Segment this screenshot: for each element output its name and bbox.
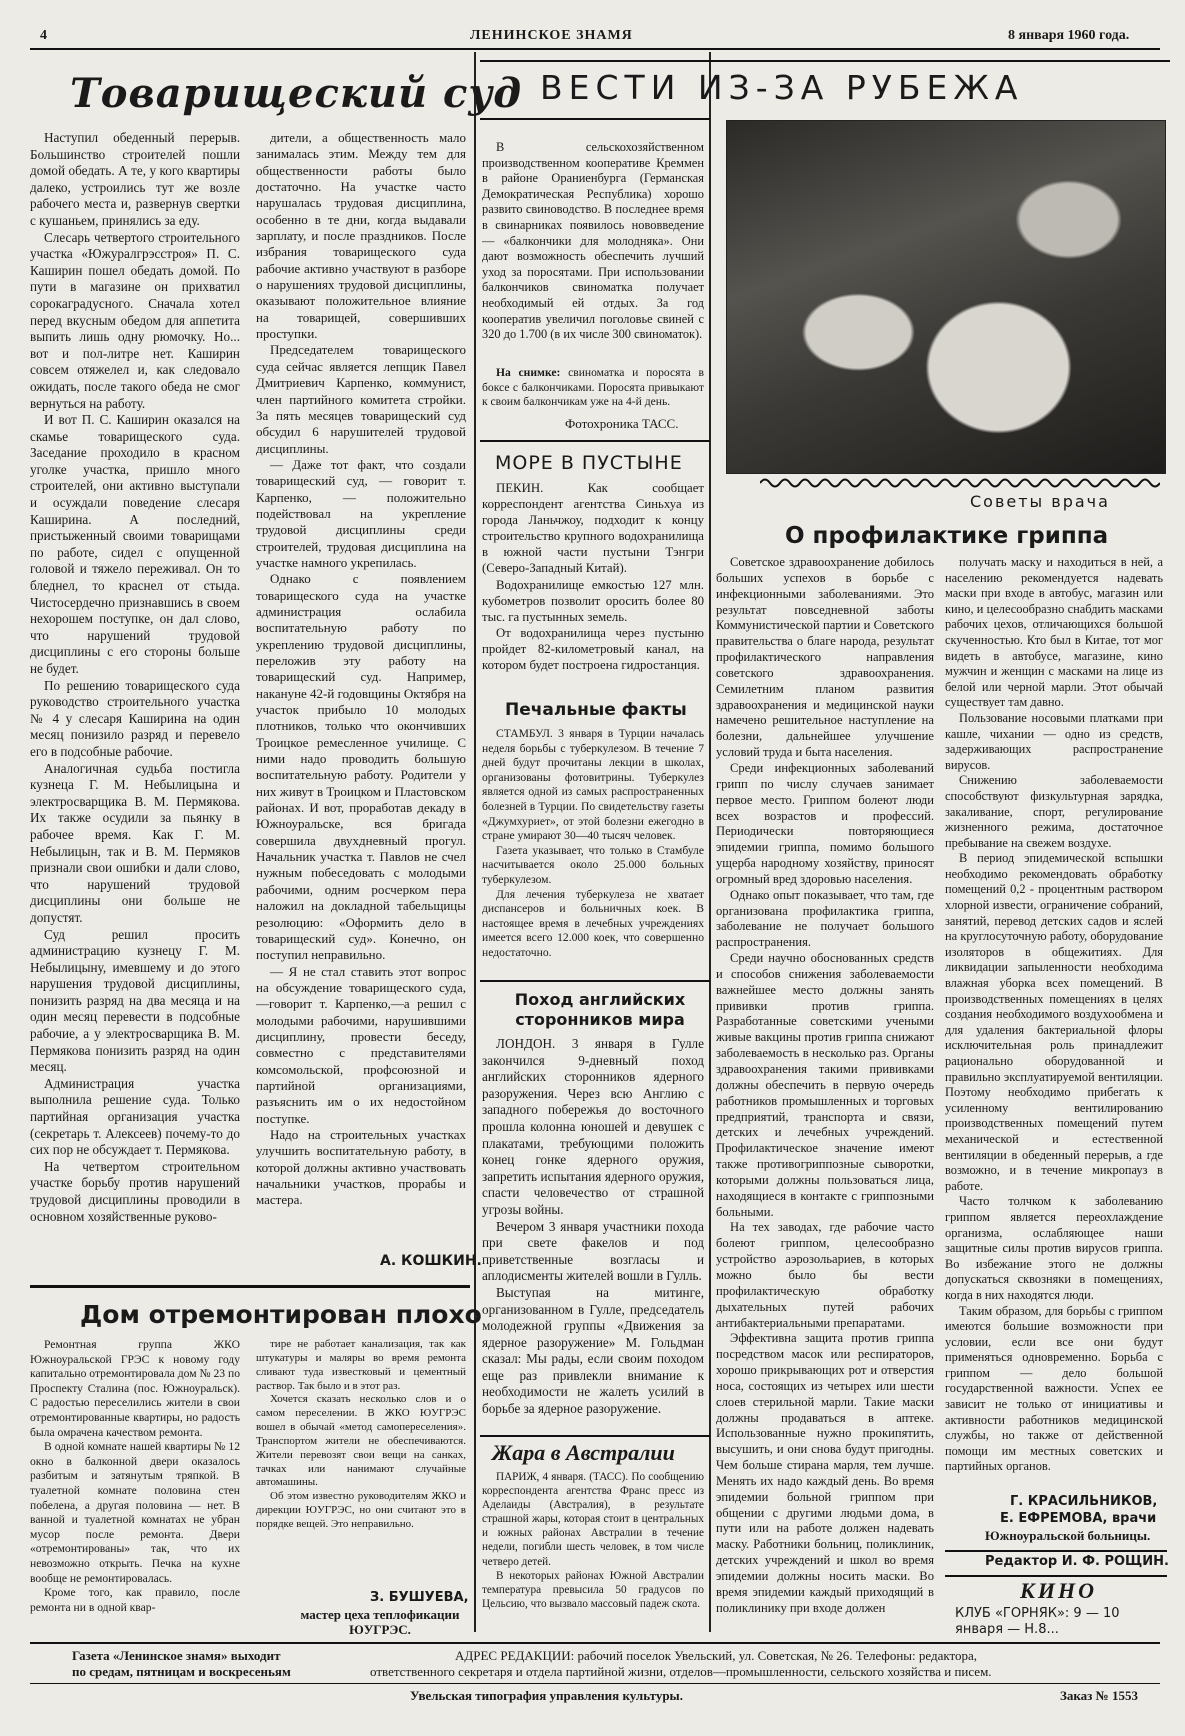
court-paragraph: По решению товарищеского суда руководство строительного участка № 4 у слесаря Каширина на один месяц понизило разряд и перевело его в подсобные рабочие. xyxy=(30,677,240,759)
court-paragraph: На четвертом строительном участке борьбу против нарушений трудовой дисциплины проводили в основном хозяйственные руково- xyxy=(30,1158,240,1224)
doctor-column-1 xyxy=(716,555,934,1625)
doctor-paragraph: получать маску и находиться в ней, а населению рекомендуется надевать маски при входе в автобус, магазин или кино, и целесообразно снабдить масками рабочих цехов, отличающихся большой скученностью. Кто был в Китае, тот мог видеть в автобусе, магазине, кино мужчин и женщин с масками на лице из белой или черной марли. Этот обычай существует там давно. xyxy=(945,555,1163,710)
header-rule xyxy=(30,48,1160,50)
editor-credit: Редактор И. Ф. РОЩИН. xyxy=(985,1554,1169,1569)
abroad-title: ВЕСТИ ИЗ-ЗА РУБЕЖА xyxy=(540,68,1024,107)
house-paragraph: Об этом известно руководителям ЖКО и дирекции ЮУГРЭС, но они считают это в порядке вещей. Это неправильно. xyxy=(256,1490,466,1530)
column-rule-2 xyxy=(709,52,711,1632)
court-paragraph: Председателем товарищеского суда сейчас является лепщик Павел Дмитриевич Карпенко, коммунист, член партийного комитета стройки. За пять месяцев товарищеский суд обсудил 6 нарушителей трудовой дисциплины. xyxy=(256,342,466,456)
pig-photo xyxy=(726,120,1166,474)
abroad-under-rule xyxy=(480,118,710,120)
doctor-paragraph: Эффективна защита против гриппа посредством масок или респираторов, хорошо прикрывающих рот и отверстия носа, состоящих из четырех или шести слоев стерильной марли. Такие маски должны продаваться в аптеке. Использованные нужно прокипятить, высушить, и они снова будут пригодны. Чем больше стирана марля, тем лучше. Менять их надо каждый день. Во время эпидемии больной гриппом при общении с другими людьми дома, в пути или на работе должен надевать маску. Работники больниц, поликлиник, детских учреждений и школ во время эпидемии должны носить маски. Во время эпидемии каждый приходящий в поликлинику при входе должен xyxy=(716,1331,934,1615)
heat-paragraph: В некоторых районах Южной Австралии температура превысила 50 градусов по Цельсию, что вызвало массовый падеж скота. xyxy=(482,1569,704,1610)
march-paragraph: Выступая на митинге, организованном в Гулле, председатель молодежной группы «Движения за ядерное разоружение» М. Гольдман сказал: Мы рады, если своим походом еще раз привлекли внимание к необходимости не жалеть усилий в борьбе за ядерное разоружение. xyxy=(482,1284,704,1417)
sad-paragraph: Для лечения туберкулеза не хватает диспансеров и больничных коек. В настоящее время в лечебных учреждениях имеется всего 12.000 коек, что совершенно недостаточно. xyxy=(482,887,704,959)
doctor-paragraph: Пользование носовыми платками при кашле, чихании — одно из средств, задерживающих распространение вирусов. xyxy=(945,710,1163,772)
court-paragraph: — Я не стал ставить этот вопрос на обсуждение товарищеского суда,—говорит т. Карпенко,—а решил с молодыми рабочими, нарушившими дисциплину, провести беседу, совместно с представителями комсомольской, профсоюзной и партийной организациями, разъяснить им о их недостойном поступке. xyxy=(256,963,466,1126)
doctor-author-1: Г. КРАСИЛЬНИКОВ, xyxy=(1010,1494,1158,1509)
photo-caption xyxy=(482,366,704,411)
sad-paragraph: Газета указывает, что только в Стамбуле насчитывается около 25.000 больных туберкулезом. xyxy=(482,843,704,886)
abroad-top-rule xyxy=(480,60,1170,62)
march-title: Поход английских сторонников мира xyxy=(514,990,686,1029)
doctor-paragraph: Часто толчком к заболеванию гриппом является переохлаждение организма, ослабляющее наши защитные силы против вирусов гриппа. Во избежание этого не должны допускаться сквозняки в помещениях, когда в них находятся люди. xyxy=(945,1194,1163,1302)
court-paragraph: Слесарь четвертого строительного участка «Южуралгрэсстроя» П. С. Каширин пошел обедать домой. По пути в магазине он прихватил сорокаградусного. Сначала хотел перед вкусным обедом для аппетита выпить лишь одну рюмочку. Но... вот и пол-литре нет. Каширин совсем отяжелел и, как следовало ожидать, после такого обеда не смог вернуться на работу. xyxy=(30,229,240,411)
sea-title: МОРЕ В ПУСТЫНЕ xyxy=(495,452,683,474)
march-paragraph: Вечером 3 января участники похода при свете факелов и под приветственные возгласы и аплодисменты жителей вошли в Гулль. xyxy=(482,1218,704,1284)
cinema-title: КИНО xyxy=(1020,1578,1098,1603)
photo-credit: Фотохроника ТАСС. xyxy=(565,416,679,431)
court-column-2 xyxy=(256,130,466,1230)
sea-paragraph: От водохранилища через пустыню пройдет 82-километровый канал, на котором будет построена гидростанция. xyxy=(482,625,704,673)
court-title: Товарищеский суд xyxy=(70,70,523,117)
court-paragraph: Наступил обеденный перерыв. Большинство строителей пошли домой обедать. А те, у кого квартиры далеко, устроились тут же возле рабочего места и, развернув свертки с кушаньем, принялись за еду. xyxy=(30,130,240,228)
court-paragraph: дители, а общественность мало занималась этим. Между тем для общественности работы было достаточно. На участке часто нарушалась трудовая дисциплина, особенно в те дни, когда выдавали зарплату, и после праздников. После избрания товарищеского суда рабочие активно участвуют в разборе о нарушениях трудовой дисциплины, оказывают положительное влияние на товарищей, совершивших проступки. xyxy=(256,130,466,342)
house-paragraph: тире не работает канализация, так как штукатуры и маляры во время ремонта сливают туда известковый и цементный раствор. Так было и в этот раз. xyxy=(256,1338,466,1392)
masthead-bar xyxy=(30,28,1160,46)
footer-rule xyxy=(30,1642,1160,1644)
doctor-paragraph: На тех заводах, где рабочие часто болеют гриппом, целесообразно устройство аэрозольариев, в которых можно было бы вести профилактическую обработку дыхательных путей рабочих антибактериальными препаратами. xyxy=(716,1220,934,1330)
cinema-line-2: января — Н.8... xyxy=(955,1622,1059,1637)
house-column-2 xyxy=(256,1338,466,1533)
caption-text: свиноматка и поросята в боксе с балкончиками. Поросята привыкают к своим балкончикам уже на 4-й день. xyxy=(482,366,704,409)
house-paragraph: Хочется сказать несколько слов и о самом переселении. В ЖКО ЮУГРЭС вошел в обычай «метод самопереселения». Транспортом жители не обеспечиваются. Жители перевозят свои вещи на санках, тачках или нанимают случайные автомашины. xyxy=(256,1393,466,1489)
doctor-kicker: Советы врача xyxy=(970,492,1110,511)
heat-paragraph: ПАРИЖ, 4 января. (ТАСС). По сообщению корреспондента агентства Франс пресс из Аделаиды (Австралия), в результате страшной жары, которая стоит в центральных и южных районах Австралии в течение недели, погибли шесть человек, в том числе четверо детей. xyxy=(482,1471,704,1568)
column-rule-1 xyxy=(474,52,476,1632)
page-number: 4 xyxy=(40,28,47,43)
court-paragraph: Аналогичная судьба постигла кузнеца Г. М. Небылицына и электросварщика В. М. Пермякова. Их также осудили за пьянку в рабочее время. Как Г. М. Небылицын, так и В. М. Пермяков признали свои ошибки и дали слово, что нарушений трудовой дисциплины они больше не допустят. xyxy=(30,760,240,925)
doctor-author-3: Южноуральской больницы. xyxy=(985,1528,1151,1543)
court-paragraph: Суд решил просить администрацию кузнецу Г. М. Небылицыну, имевшему и до этого нарушения трудовой дисциплины, понизить разряд на два месяца и на один месяц перевести в подсобные рабочие, а у электросварщика В. М. Пермякова понизить разряд на один месяц. xyxy=(30,926,240,1075)
house-column-1 xyxy=(30,1338,240,1618)
sea-paragraph: ПЕКИН. Как сообщает корреспондент агентства Синьхуа из города Ланьчжоу, подходит к концу строительство крупного водохранилища в южной части пустыни Тэнгри (Северо-Западный Китай). xyxy=(482,481,704,576)
court-paragraph: Надо на строительных участках улучшить воспитательную работу, в которой должны активно участвовать начальники участков, прорабы и мастера. xyxy=(256,1126,466,1208)
court-paragraph: — Даже тот факт, что создали товарищеский суд, — говорит т. Карпенко, — положительно подействовал на укрепление трудовой дисциплины среди строителей, трудовая дисциплина на участке намного укрепилась. xyxy=(256,456,466,570)
footer-schedule-2: по средам, пятницам и воскресеньям xyxy=(72,1664,291,1679)
court-author: А. КОШКИН. xyxy=(380,1253,482,1269)
sad-paragraph: СТАМБУЛ. 3 января в Турции началась неделя борьбы с туберкулезом. В течение 7 дней будут прочитаны лекции в школах, организованы фотовитрины. Туберкулез является одной из самых распространенных болезней в Турции. По свидетельству газеты «Джумхуриет», от этой болезни ежегодно в стране умирают 30—40 тысяч человек. xyxy=(482,727,704,843)
pig-text xyxy=(482,140,704,350)
sea-text xyxy=(482,480,704,685)
house-paragraph: В одной комнате нашей квартиры № 12 окно в балконной двери оказалось разбитым и затянутым тряпкой. В туалетной комнате половина стен побелена, а другая половина — нет. В ванной и туалетной комнатах не убран мусор после ремонта. Двери «отремонтированы» так, что их невозможно открыть. Печка на кухне вообще не ремонтировалась. xyxy=(30,1440,240,1585)
footer-schedule-1: Газета «Ленинское знамя» выходит xyxy=(72,1648,281,1663)
sea-paragraph: Водохранилище емкостью 127 млн. кубометров позволит оросить более 80 тыс. га пустынных земель. xyxy=(482,577,704,624)
heat-text xyxy=(482,1470,704,1620)
cinema-line-1: КЛУБ «ГОРНЯК»: 9 — 10 xyxy=(955,1606,1120,1621)
doctor-paragraph: Советское здравоохранение добилось больших успехов в борьбе с инфекционными заболеваниями. Это результат повседневной заботы Коммунистической партии и Советского правительства о благе народа, результат профилактического направления советского здравоохранения. Семилетним планом развития здравоохранения и медицинской науки намечено решительное наступление на болезни, дальнейшее улучшение условий труда и быта населения. xyxy=(716,555,934,760)
paper-name: ЛЕНИНСКОЕ ЗНАМЯ xyxy=(470,28,633,43)
footer-address-2: ответственного секретаря и отдела партийной жизни, отделов—промышленности, сельского хозяйства и писем. xyxy=(370,1664,992,1679)
house-author-title: мастер цеха теплофикации ЮУГРЭС. xyxy=(300,1607,460,1637)
pig-paragraph: В сельскохозяйственном производственном кооперативе Креммен в районе Ораниенбурга (Германская Демократическая Республика) хорошо развито свиноводство. В последнее время в свинарниках появилось нововведение — «балкончики для молодняка». Они дают возможность обеспечить лучший уход за поросятами. При использовании балкончиков свиноматка получает необходимый ей отдых. За год кооператив увеличил поголовье свиней с 320 до 1.700 (в их числе 300 свиноматок). xyxy=(482,140,704,342)
court-paragraph: Администрация участка выполнила решение суда. Только партийная организация участка (секретарь т. Алексеев) почему-то до сих пор не обсуждает т. Пермякова. xyxy=(30,1075,240,1158)
rule-heat xyxy=(480,1435,710,1437)
doctor-paragraph: Однако опыт показывает, что там, где организована профилактика гриппа, заболевание не получает большого распространения. xyxy=(716,887,934,950)
footer-rule-2 xyxy=(30,1683,1160,1684)
issue-date: 8 января 1960 года. xyxy=(1008,28,1130,43)
court-paragraph: И вот П. С. Каширин оказался на скамье товарищеского суда. Заседание проходило в красном уголке участка, пришло много строителей, они активно выступали и осуждали поведение слесаря Каширина. А последний, пристыженный своими товарищами по работе, сидел с опущенной головой и тяжело переживал. Он то бледнел, то краснел от стыда. Чистосердечно признавшись в своем нехорошем поступке, он дал слово, что нарушений трудовой дисциплины с его стороны больше не будет. xyxy=(30,412,240,676)
sad-title: Печальные факты xyxy=(505,700,687,720)
doctor-paragraph: В период эпидемической вспышки необходимо рекомендовать обработку помещений 0,2 - процентным раствором хлорной извести, ограничение собраний, занятий, перевод детских садов и яслей на круглосуточную работу, оборудование изоляторов в общежитиях. Для ликвидации запыленности необходима влажная уборка всех помещений. В производственных помещениях в целях создания необходимого воздухообмена и для удаления бактериальной флоры исключительная роль принадлежит рационально оборудованной и правильно эксплуатируемой вентиляции. Поэтому необходимо прибегать к усиленному вентилированию производственных помещений путем механической и естественной вентиляции в обеденный перерыв, а где возможно, и в течение микропауз в работе. xyxy=(945,851,1163,1193)
ornament-divider xyxy=(760,476,1160,490)
doctor-title: О профилактике гриппа xyxy=(785,523,1109,549)
march-paragraph: ЛОНДОН. 3 января в Гулле закончился 9-дневный поход английских сторонников ядерного разоружения. Через всю Англию с западного побережья до восточного прошла колонна юношей и девушек с плакатами, требующими положить конец гонке ядерного оружия, запретить испытания ядерного оружия, спасти человечество от страшной угрозы войны. xyxy=(482,1036,704,1217)
footer-printer: Увельская типография управления культуры. xyxy=(410,1688,683,1703)
doctor-paragraph: Среди научно обоснованных средств и способов снижения заболеваемости важнейшее место должны занять прививки против гриппа. Разработанные советскими учеными живые вакцины против гриппа снижают заболеваемость в несколько раз. Органы здравоохранения такими прививками должны обеспечить в первую очередь работников промышленных и торговых предприятий, транспорта и связи, детских и лечебных учреждений. Профилактическое значение имеют также противогриппозные сыворотки, которыми должны пользоваться лица, находящиеся в контакте с гриппозными больными. xyxy=(716,951,934,1219)
footer-address-1: АДРЕС РЕДАКЦИИ: рабочий поселок Увельский, ул. Советская, № 26. Телефоны: редактора, xyxy=(455,1648,978,1663)
rule-cinema xyxy=(945,1575,1167,1577)
rule-march xyxy=(480,980,710,982)
house-title: Дом отремонтирован плохо xyxy=(80,1300,482,1329)
doctor-paragraph: Среди инфекционных заболеваний грипп по числу случаев занимает первое место. Гриппом болеют люди всех возрастов и профессий. Периодически повторяющиеся эпидемии гриппа, помимо большого ущерба народному хозяйству, приносят огромный вред здоровью населения. xyxy=(716,760,934,886)
doctor-paragraph: Снижению заболеваемости способствуют физкультурная зарядка, закаливание, спорт, регулирование жизненного режима, достаточное пребывание на свежем воздухе. xyxy=(945,773,1163,850)
heat-title: Жара в Австралии xyxy=(492,1440,675,1465)
court-paragraph: Однако с появлением товарищеского суда на участке администрация ослабила воспитательную работу по укреплению трудовой дисциплины, переложив эту работу на товарищеский суд. Например, накануне 42-й годовщины Октября на участок прибыло 10 молодых плотников, только что окончивших Троицкое ремесленное училище. С ними надо проводить большую воспитательную работу. Родители у них живут в Троицком и Пластовском районах. И вот, проработав декаду в Южноуральске, вся бригада совершила двухдневный прогул. Начальник участка т. Павлов не счел нужным побеседовать с молодыми рабочими, одним росчерком пера наложил на докладной табельщицы резолюцию: «Оформить дело в товарищеский суд». Конечно, он поступил неправильно. xyxy=(256,571,466,963)
rule-sea xyxy=(480,440,710,442)
caption-label: На снимке: xyxy=(496,366,561,379)
doctor-author-2: Е. ЕФРЕМОВА, врачи xyxy=(1000,1511,1157,1526)
section-rule xyxy=(30,1285,470,1288)
rule-editor xyxy=(945,1550,1167,1552)
house-paragraph: Ремонтная группа ЖКО Южноуральской ГРЭС к новому году капитально отремонтировала дом № 23 по Проспекту Сталина (пос. Южноуральск). С радостью переселились жители в свои отремонтированные квартиры, но радость была омрачена качеством ремонта. xyxy=(30,1338,240,1439)
house-author: З. БУШУЕВА, xyxy=(370,1590,469,1605)
doctor-column-2 xyxy=(945,555,1163,1485)
march-text xyxy=(482,1036,704,1431)
court-column-1 xyxy=(30,130,240,1280)
house-paragraph: Кроме того, как правило, после ремонта ни в одной квар- xyxy=(30,1586,240,1614)
footer-order: Заказ № 1553 xyxy=(1060,1688,1138,1703)
doctor-paragraph: Таким образом, для борьбы с гриппом имеются большие возможности при условии, если все они будут применяться одновременно. Борьба с гриппом — дело большой государственной важности. Успех ее зависит не только от инициативы и активности работников медицинской службы, но также от действенной помощи им местных советских и партийных органов. xyxy=(945,1303,1163,1474)
sad-text xyxy=(482,727,704,977)
